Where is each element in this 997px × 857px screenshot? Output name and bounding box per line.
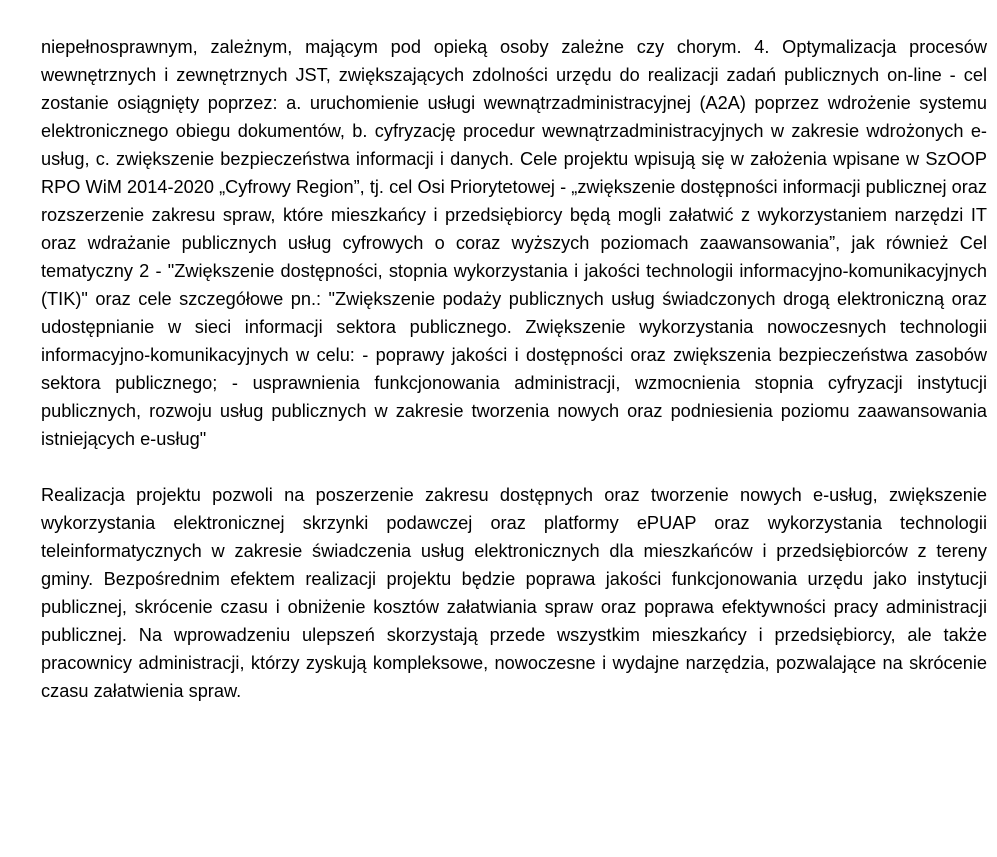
paragraph-project-effects: Realizacja projektu pozwoli na poszerzenie zakresu dostępnych oraz tworzenie nowych e-usług, zwiększenie wykorzystania elektronicznej skrzynki podawczej oraz platformy ePUAP oraz wykorzystania technologii teleinformatycznych w zakresie świadczenia usług elektronicznych dla mieszkańców i przedsiębiorców z tereny gminy. Bezpośrednim efektem realizacji projektu będzie poprawa jakości funkcjonowania urzędu jako instytucji publicznej, skrócenie czasu i obniżenie kosztów załatwiania spraw oraz poprawa efektywności pracy administracji publicznej. Na wprowadzeniu ulepszeń skorzystają przede wszystkim mieszkańcy i przedsiębiorcy, ale także pracownicy administracji, którzy zyskują kompleksowe, nowoczesne i wydajne narzędzia, pozwalające na skrócenie czasu załatwienia spraw. (41, 485, 987, 701)
paragraph-spacer (41, 453, 987, 481)
document-page (41, 33, 987, 705)
paragraph-project-objectives: niepełnosprawnym, zależnym, mającym pod opieką osoby zależne czy chorym. 4. Optymalizacja procesów wewnętrznych i zewnętrznych JST, zwiększających zdolności urzędu do realizacji zadań publicznych on-line - cel zostanie osiągnięty poprzez: a. uruchomienie usługi wewnątrzadministracyjnej (A2A) poprzez wdrożenie systemu elektronicznego obiegu dokumentów, b. cyfryzację procedur wewnątrzadministracyjnych w zakresie wdrożonych e-usług, c. zwiększenie bezpieczeństwa informacji i danych. Cele projektu wpisują się w założenia wpisane w SzOOP RPO WiM 2014-2020 „Cyfrowy Region”, tj. cel Osi Priorytetowej - „zwiększenie dostępności informacji publicznej oraz rozszerzenie zakresu spraw, które mieszkańcy i przedsiębiorcy będą mogli załatwić z wykorzystaniem narzędzi IT oraz wdrażanie publicznych usług cyfrowych o coraz wyższych poziomach zaawansowania”, jak również Cel tematyczny 2 - "Zwiększenie dostępności, stopnia wykorzystania i jakości technologii informacyjno-komunikacyjnych (TIK)" oraz cele szczegółowe pn.: "Zwiększenie podaży publicznych usług świadczonych drogą elektroniczną oraz udostępnianie w sieci informacji sektora publicznego. Zwiększenie wykorzystania nowoczesnych technologii informacyjno-komunikacyjnych w celu: - poprawy jakości i dostępności oraz zwiększenia bezpieczeństwa zasobów sektora publicznego; - usprawnienia funkcjonowania administracji, wzmocnienia stopnia cyfryzacji instytucji publicznych, rozwoju usług publicznych w zakresie tworzenia nowych oraz podniesienia poziomu zaawansowania istniejących e-usług" (41, 37, 987, 449)
